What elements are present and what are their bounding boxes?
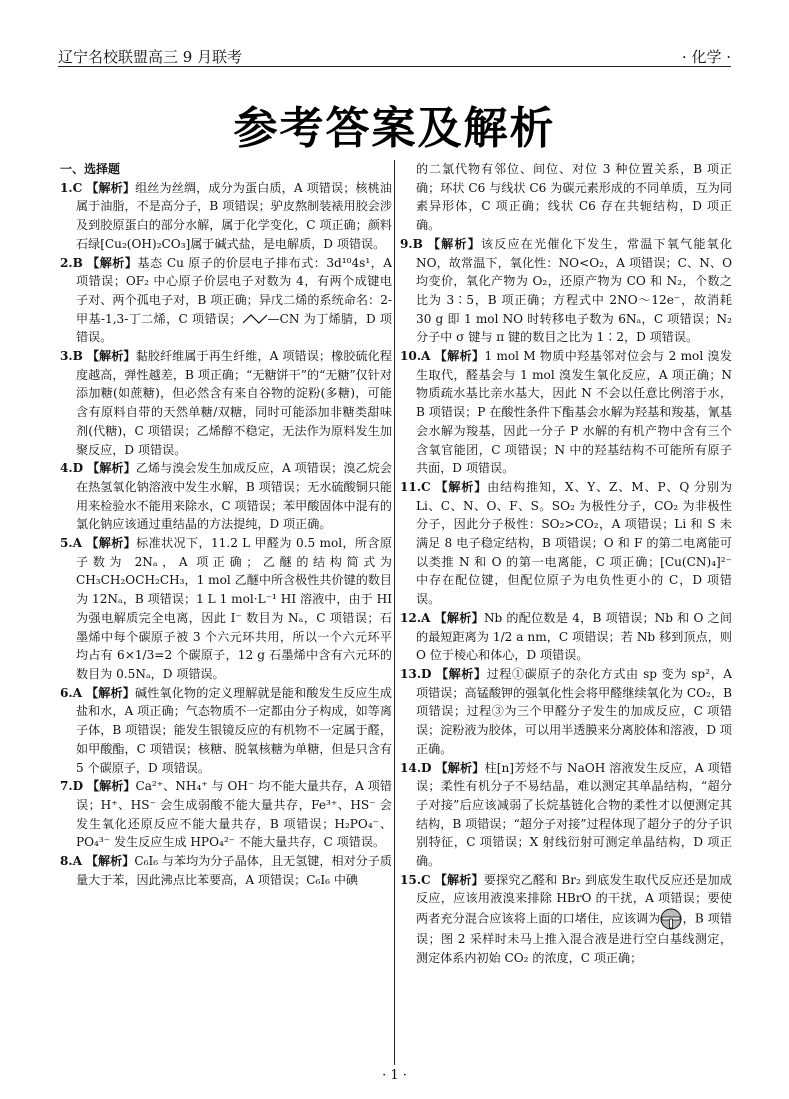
answer-9 xyxy=(400,235,732,347)
answer-4 xyxy=(60,459,392,534)
analysis-tag: 【解析】 xyxy=(435,760,485,775)
alkene-skeleton-icon xyxy=(242,313,268,325)
answer-2 xyxy=(60,254,392,348)
analysis-tag: 【解析】 xyxy=(434,610,484,625)
answer-number: 8.A xyxy=(60,854,83,869)
answer-text: Ca²⁺、NH₄⁺ 与 OH⁻ 均不能大量共存，A 项错误；H⁺、HS⁻ 会生成弱酸不能大量共存，Fe³⁺、HS⁻ 会发生氧化还原反应不能大量共存，B 项错误；H₂PO₄⁻、PO₄³⁻ 发生反应生成 HPO₄²⁻ 不能大量共存，C 项错误。 xyxy=(76,779,392,850)
analysis-tag: 【解析】 xyxy=(86,180,136,195)
answer-text: 要探究乙醛和 Br₂ 到底发生取代反应还是加成反应，应该用液溴来排除 HBrO 的干扰，A 项错误；要使两者充分混合应该将上面的口堵住，应该调为 xyxy=(416,872,732,926)
answer-number: 10.A xyxy=(400,349,431,364)
answer-3 xyxy=(60,347,392,459)
answer-number: 12.A xyxy=(400,610,431,625)
answer-text: —CN 为丁烯腈，D 项错误。 xyxy=(76,311,392,345)
exam-name: 辽宁名校联盟高三 9 月联考 xyxy=(58,48,243,66)
answer-5 xyxy=(60,534,392,684)
answer-text: 柱[n]芳烃不与 NaOH 溶液发生反应，A 项错误；柔性有机分子不易结晶，难以测定其单晶结构，“超分子对接”后应该减弱了长烷基链化合物的柔性才以便测定其结构，B 项错误；“超分子对接”过程体现了超分子的分子识别特征，C 项错误；X 射线衍射可测定单晶结构，D 项正确。 xyxy=(416,760,732,869)
answer-text: 乙烯与溴会发生加成反应，A 项错误；溴乙烷会在热氢氧化钠溶液中发生水解，B 项错误；无水硫酸铜只能用来检验水不能用来除水，C 项错误；苯甲酸固体中混有的氯化钠应该通过重结晶的方法提纯，D 项正确。 xyxy=(76,461,392,532)
answer-13 xyxy=(400,665,732,759)
answer-number: 13.D xyxy=(400,666,432,681)
page-number: · 1 · xyxy=(382,1068,407,1083)
page-header xyxy=(58,38,731,67)
answer-12 xyxy=(400,609,732,665)
answer-text: 1 mol M 物质中羟基邻对位会与 2 mol 溴发生取代，醛基会与 1 mol 溴发生氧化反应，A 项正确；N 物质疏水基比亲水基大，因此 N 不会以任意比例溶于水，B 项错误；P 在酸性条件下酯基会水解为羟基和羧基，氰基会水解为羧基，因此一分子 P 水解的有机产物中含有三个含氧官能团，C 项错误；N 中的羟基结构不可能所有原子共面，D 项错误。 xyxy=(416,349,732,476)
answer-text: 由结构推知，X、Y、Z、M、P、Q 分别为 Li、C、N、O、F、S。SO₂ 为极性分子，CO₂ 为非极性分子，因此分子极性：SO₂>CO₂，A 项错误；Li 和 S 未满足 8 电子稳定结构，B 项错误；O 和 F 的第二电离能可以类推 N 和 O 的第一电离能，C 项正确；[Cu(CN)₄]²⁻ 中存在配位键，但配位原子为电负性更小的 C，D 项错误。 xyxy=(416,479,732,607)
answer-number: 9.B xyxy=(400,236,423,251)
answer-number: 14.D xyxy=(400,760,432,775)
analysis-tag: 【解析】 xyxy=(87,779,136,794)
answer-number: 3.B xyxy=(60,349,83,364)
answer-8-continued xyxy=(400,160,732,235)
answer-text: 黏胶纤维属于再生纤维，A 项错误；橡胶硫化程度越高，弹性越差，B 项正确；“无糖饼干”的“无糖”仅针对添加糖(如蔗糖)，但必然含有来自谷物的淀粉(多糖)，可能含有原料自带的天然单糖/双糖，同时可能添加非糖类甜味剂(代糖)，C 项错误；乙烯醇不稳定，无法作为原料发生加聚反应，D 项错误。 xyxy=(76,349,392,457)
answer-number: 6.A xyxy=(60,685,83,700)
right-column xyxy=(400,160,732,968)
section-heading: 一、选择题 xyxy=(60,162,121,176)
analysis-tag: 【解析】 xyxy=(86,685,135,700)
answer-text: 的二氯代物有邻位、间位、对位 3 种位置关系，B 项正确；环状 C6 与线状 C6 为碳元素形成的不同单质，互为同素异形体，C 项正确；线状 C6 存在共轭结构，D 项正确。 xyxy=(416,162,732,233)
answer-8 xyxy=(60,852,392,889)
subject-label: · 化学 · xyxy=(681,48,731,66)
answer-14 xyxy=(400,759,732,871)
answer-text: C₆I₆ 与苯均为分子晶体，且无氢键，相对分子质量大于苯，因此沸点比苯要高，A 项错误；C₆I₆ 中碘 xyxy=(76,854,392,887)
answer-10 xyxy=(400,347,732,478)
answer-number: 5.A xyxy=(60,536,83,551)
analysis-tag: 【解析】 xyxy=(435,479,488,494)
answer-15 xyxy=(400,871,732,968)
page-title: 参考答案及解析 xyxy=(233,103,556,154)
answer-7 xyxy=(60,777,392,852)
analysis-tag: 【解析】 xyxy=(86,536,137,551)
analysis-tag: 【解析】 xyxy=(434,349,485,364)
answer-text: Nb 的配位数是 4，B 项错误；Nb 和 O 之间的最短距离为 1/2 a nm，C 项错误；若 Nb 移到顶点，则 O 位于棱心和体心，D 项错误。 xyxy=(416,610,732,663)
answer-text: 过程①碳原子的杂化方式由 sp 变为 sp²，A 项错误；高锰酸钾的强氧化性会将甲醛继续氧化为 CO₂，B 项错误；过程③为三个甲醛分子发生的加成反应，C 项错误；淀粉液为胶体，可以用半透膜来分离胶体和溶液，D 项正确。 xyxy=(416,666,732,756)
answer-text: 标准状况下，11.2 L 甲醛为 0.5 mol，所含原子数为 2Nₐ，A 项正确；乙醚的结构简式为 CH₃CH₂OCH₂CH₃，1 mol 乙醚中所含极性共价键的数目为 12Nₐ，B 项错误；1 L 1 mol·L⁻¹ HI 溶液中，由于 HI 为强电解质完全电离，因此 I⁻ 数目为 Nₐ，C 项错误；石墨烯中每个碳原子被 3 个六元环共用，所以一个六元环平均占有 6×1/3=2 个碳原子，12 g 石墨烯中含有六元环的数目为 0.5Nₐ，D 项错误。 xyxy=(76,536,392,681)
answer-1 xyxy=(60,179,392,254)
analysis-tag: 【解析】 xyxy=(86,349,136,364)
analysis-tag: 【解析】 xyxy=(85,854,135,869)
analysis-tag: 【解析】 xyxy=(435,666,487,681)
analysis-tag: 【解析】 xyxy=(87,461,136,476)
answer-number: 7.D xyxy=(60,779,84,794)
column-divider xyxy=(394,160,395,1065)
answer-text: ，B 项错误；图 2 采样时未马上推入混合液是进行空白基线测定，测定体系内初始 CO₂ 的浓度，C 项正确； xyxy=(416,911,732,965)
answer-text: 碱性氧化物的定义理解就是能和酸发生反应生成盐和水，A 项正确；气态物质不一定都由分子构成，如等离子体，B 项错误；能发生银镜反应的有机物不一定属于醛，如甲酸酯，C 项错误；核糖、脱氧核糖为单糖，但是只含有 5 个碳原子，D 项错误。 xyxy=(76,685,392,775)
stopcock-valve-icon xyxy=(660,908,682,930)
answer-text: 组丝为丝绸，成分为蛋白质，A 项错误；核桃油属于油脂，不是高分子，B 项错误；驴皮熬制装裱用胶会涉及到胶原蛋白的部分水解，属于化学变化，C 项正确；颜料石绿[Cu₂(OH)₂CO₃]属于碱式盐，是电解质，D 项错误。 xyxy=(76,180,392,251)
left-column xyxy=(60,160,392,889)
answer-number: 11.C xyxy=(400,479,431,494)
analysis-tag: 【解析】 xyxy=(427,236,481,251)
answer-text: 该反应在光催化下发生，常温下氧气能氧化 NO，故常温下，氧化性：NO<O₂，A 项错误；C、N、O 均变价，氧化产物为 O₂，还原产物为 CO 和 N₂，个数之比为 3∶5，B 项正确；方程式中 2NO～12e⁻，故消耗 30 g 即 1 mol NO 时转移电子数为 6Nₐ，C 项错误；N₂ 分子中 σ 键与 π 键的数目之比为 1∶2，D 项错误。 xyxy=(416,236,732,345)
answer-number: 15.C xyxy=(400,872,431,887)
answer-number: 2.B xyxy=(60,255,83,270)
analysis-tag: 【解析】 xyxy=(434,872,484,887)
answer-number: 4.D xyxy=(60,461,84,476)
answer-number: 1.C xyxy=(60,180,83,195)
analysis-tag: 【解析】 xyxy=(87,255,138,270)
answer-6 xyxy=(60,684,392,778)
answer-text: 基态 Cu 原子的价层电子排布式：3d¹⁰4s¹，A 项错误；OF₂ 中心原子价层电子对数为 4，有两个成键电子对、两个孤电子对，B 项正确；异戊二烯的系统命名：2-甲基-1,3-丁二烯，C 项错误； xyxy=(76,255,392,326)
answer-11 xyxy=(400,478,732,609)
